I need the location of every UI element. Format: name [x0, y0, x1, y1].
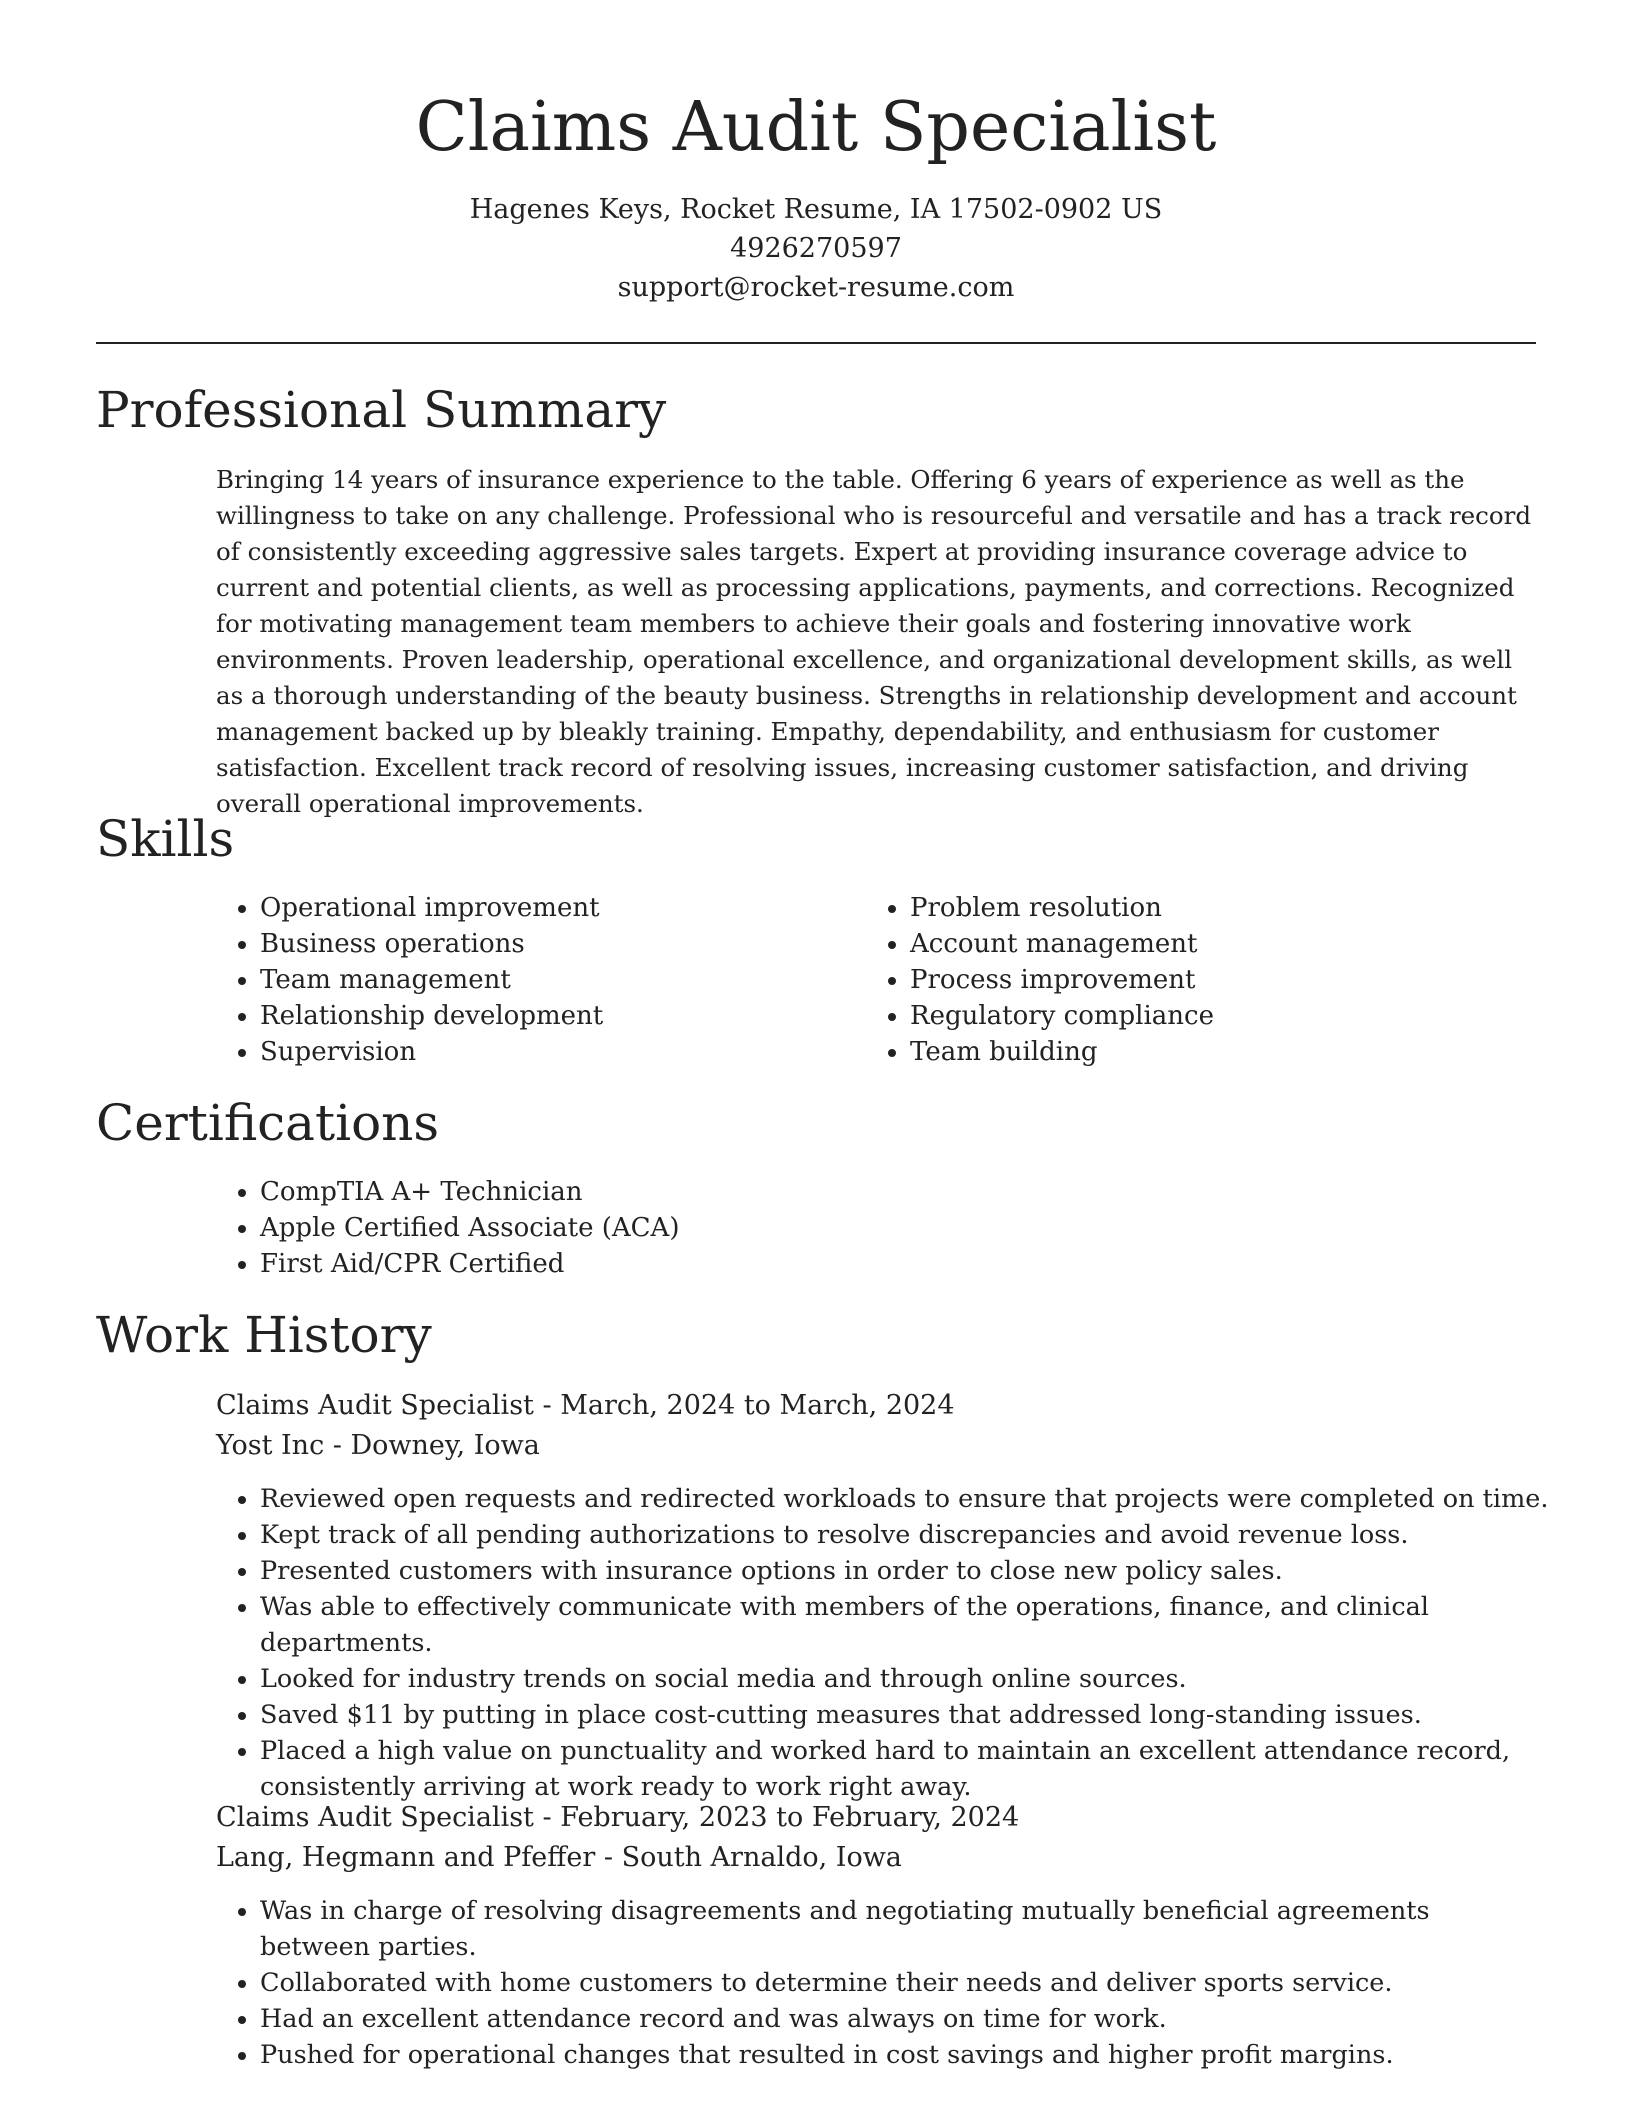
summary-heading: Professional Summary: [96, 381, 667, 439]
job-title-line: [216, 1798, 1019, 1838]
skill-item: • Account management: [910, 926, 1510, 962]
job-bullet: • Had an excellent attendance record and was always on time for work.: [260, 2001, 1500, 2037]
job-company-line: [216, 1426, 540, 1466]
contact-block: [0, 190, 1632, 307]
skill-item: • Relationship development: [260, 998, 860, 1034]
job-bullets: [216, 1893, 1500, 2073]
job-bullet: • Saved $11 by putting in place cost-cutting measures that addressed long-standing issues.: [260, 1697, 1590, 1733]
job-bullet: • Was in charge of resolving disagreements and negotiating mutually beneficial agreements between parties.: [260, 1893, 1500, 1965]
certification-item: • Apple Certified Associate (ACA): [260, 1210, 1560, 1246]
work-history-heading: Work History: [96, 1306, 432, 1364]
skill-item: • Operational improvement: [260, 890, 860, 926]
job-company: Lang, Hegmann and Pfeffer: [216, 1842, 596, 1873]
certification-item: • First Aid/CPR Certified: [260, 1246, 1560, 1282]
summary-text: Bringing 14 years of insurance experience to the table. Offering 6 years of experience as well as the willingness to take on any challenge. Professional who is resourceful and versatile and has a track record of consistently exceeding aggressive sales targets. Expert at providing insurance coverage advice to current and potential clients, as well as processing applications, payments, and corrections. Recognized for motivating management team members to achieve their goals and fostering innovative work environments. Proven leadership, operational excellence, and organizational development skills, as well as a thorough understanding of the beauty business. Strengths in relationship development and account management backed up by bleakly training. Empathy, dependability, and enthusiasm for customer satisfaction. Excellent track record of resolving issues, increasing customer satisfaction, and driving overall operational improvements.: [216, 465, 1532, 818]
skill-item: • Team management: [260, 962, 860, 998]
skills-list-right: [866, 890, 1510, 1070]
job-bullet: • Reviewed open requests and redirected workloads to ensure that projects were completed on time.: [260, 1481, 1590, 1517]
job-company-line: [216, 1838, 902, 1878]
job-role: Claims Audit Specialist: [216, 1390, 534, 1421]
skills-heading: Skills: [96, 810, 235, 868]
skill-item: • Team building: [910, 1034, 1510, 1070]
certifications-heading: Certifications: [96, 1094, 440, 1152]
job-bullet: • Placed a high value on punctuality and worked hard to maintain an excellent attendance record, consistently arriving at work ready to work right away.: [260, 1733, 1590, 1805]
job-bullet: • Was able to effectively communicate with members of the operations, finance, and clinical departments.: [260, 1589, 1590, 1661]
job-bullet: • Presented customers with insurance options in order to close new policy sales.: [260, 1553, 1590, 1589]
job-bullet: • Pushed for operational changes that resulted in cost savings and higher profit margins.: [260, 2037, 1500, 2073]
job-dates: - February, 2023 to February, 2024: [533, 1802, 1020, 1833]
resume-name: Claims Audit Specialist: [415, 88, 1217, 167]
job-location: - Downey, Iowa: [324, 1430, 540, 1461]
job-dates: - March, 2024 to March, 2024: [533, 1390, 955, 1421]
skill-item: • Regulatory compliance: [910, 998, 1510, 1034]
job-company: Yost Inc: [216, 1430, 325, 1461]
certification-item: • CompTIA A+ Technician: [260, 1174, 1560, 1210]
job-bullet: • Looked for industry trends on social media and through online sources.: [260, 1661, 1590, 1697]
skill-item: • Problem resolution: [910, 890, 1510, 926]
skill-item: • Supervision: [260, 1034, 860, 1070]
certifications-list: [216, 1174, 1560, 1282]
job-title-line: [216, 1386, 955, 1426]
job-location: - South Arnaldo, Iowa: [595, 1842, 902, 1873]
job-bullet: • Kept track of all pending authorizations to resolve discrepancies and avoid revenue loss.: [260, 1517, 1590, 1553]
skill-item: • Process improvement: [910, 962, 1510, 998]
job-bullets: [216, 1481, 1590, 1805]
job-role: Claims Audit Specialist: [216, 1802, 534, 1833]
contact-email: support@rocket-resume.com: [617, 272, 1015, 303]
skill-item: • Business operations: [260, 926, 860, 962]
skills-list-left: [216, 890, 860, 1070]
header-divider: [96, 342, 1536, 344]
contact-address: Hagenes Keys, Rocket Resume, IA 17502-0902 US: [469, 194, 1163, 225]
contact-phone: 4926270597: [730, 233, 902, 264]
job-bullet: • Collaborated with home customers to determine their needs and deliver sports service.: [260, 1965, 1500, 2001]
